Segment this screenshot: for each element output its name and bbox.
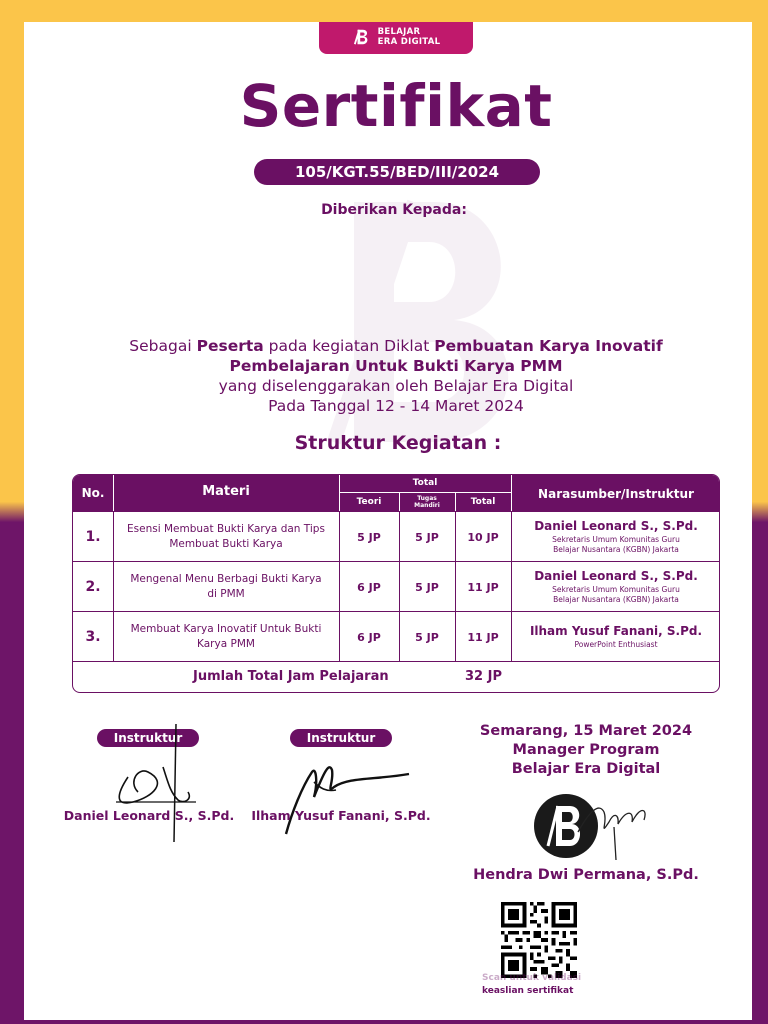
narasumber-role: Sekretaris Umum Komunitas Guru bbox=[552, 535, 680, 544]
manager-name: Hendra Dwi Permana, S.Pd. bbox=[473, 867, 699, 883]
row-divider bbox=[399, 512, 400, 562]
narasumber-name: Daniel Leonard S., S.Pd. bbox=[534, 519, 698, 533]
certificate-page bbox=[24, 22, 752, 1020]
organizer-line: yang diselenggarakan oleh Belajar Era Digital bbox=[218, 377, 574, 395]
narasumber-name: Ilham Yusuf Fanani, S.Pd. bbox=[529, 624, 703, 638]
qr-code[interactable] bbox=[500, 902, 578, 978]
place-date: Semarang, 15 Maret 2024 bbox=[479, 723, 693, 739]
certificate-number: 105/KGT.55/BED/III/2024 bbox=[254, 159, 540, 185]
activity-name-line1: Pembuatan Karya Inovatif bbox=[434, 337, 663, 355]
instructor2-signature bbox=[274, 742, 414, 842]
row-no: 3. bbox=[85, 629, 101, 645]
summary-row bbox=[73, 661, 720, 693]
narasumber-role: PowerPoint Enthusiast bbox=[574, 640, 658, 649]
header-tugas-mandiri: Tugas Mandiri bbox=[414, 495, 440, 509]
instructor1-name: Daniel Leonard S., S.Pd. bbox=[63, 808, 235, 823]
row-materi: Membuat Karya Inovatif Untuk Bukti Karya PMM bbox=[130, 623, 322, 650]
row-divider bbox=[455, 562, 456, 612]
header-materi: Materi bbox=[202, 484, 250, 499]
header-divider bbox=[339, 492, 511, 493]
narasumber-role: Sekretaris Umum Komunitas Guru bbox=[552, 585, 680, 594]
manager-org: Belajar Era Digital bbox=[511, 761, 661, 777]
row-materi: Esensi Membuat Bukti Karya dan Tips Membuat Bukti Karya bbox=[127, 523, 325, 550]
summary-label: Jumlah Total Jam Pelajaran bbox=[193, 669, 389, 684]
header-divider bbox=[455, 493, 456, 511]
summary-value: 32 JP bbox=[465, 669, 502, 684]
activity-name-line2: Pembelajaran Untuk Bukti Karya PMM bbox=[229, 357, 563, 375]
row-teori: 6 JP bbox=[357, 580, 381, 594]
manager-block bbox=[464, 722, 708, 779]
table-header bbox=[73, 475, 720, 511]
row-total: 11 JP bbox=[467, 630, 499, 644]
table-row bbox=[73, 511, 720, 562]
row-divider bbox=[511, 562, 512, 612]
row-total: 11 JP bbox=[467, 580, 499, 594]
row-divider bbox=[339, 562, 340, 612]
instructor1-signature bbox=[108, 722, 198, 847]
row-no: 1. bbox=[85, 529, 101, 545]
narasumber-role: Belajar Nusantara (KGBN) Jakarta bbox=[553, 545, 679, 554]
row-divider bbox=[511, 612, 512, 662]
row-divider bbox=[339, 612, 340, 662]
structure-title: Struktur Kegiatan : bbox=[294, 432, 502, 454]
row-teori: 6 JP bbox=[357, 630, 381, 644]
row-narasumber bbox=[511, 612, 720, 662]
header-no: No. bbox=[81, 486, 105, 500]
row-teori: 5 JP bbox=[357, 530, 381, 544]
participant-role: Peserta bbox=[196, 337, 264, 355]
date-line: Pada Tanggal 12 - 14 Maret 2024 bbox=[268, 397, 524, 415]
row-narasumber bbox=[511, 562, 720, 612]
brand-logo-icon bbox=[352, 27, 372, 47]
row-divider bbox=[339, 512, 340, 562]
header-divider bbox=[399, 493, 400, 511]
header-divider bbox=[113, 475, 114, 511]
manager-signature bbox=[574, 792, 654, 862]
row-divider bbox=[113, 612, 114, 662]
instructor2-name: Ilham Yusuf Fanani, S.Pd. bbox=[251, 808, 431, 823]
certificate-title: Sertifikat bbox=[239, 72, 553, 140]
row-divider bbox=[455, 512, 456, 562]
table-row bbox=[73, 611, 720, 662]
row-divider bbox=[399, 562, 400, 612]
header-divider bbox=[339, 475, 340, 511]
row-tugas: 5 JP bbox=[415, 530, 439, 544]
brand-logo-text: BELAJAR ERA DIGITAL bbox=[377, 27, 441, 47]
row-divider bbox=[455, 612, 456, 662]
header-total-group: Total bbox=[412, 478, 438, 488]
row-materi: Mengenal Menu Berbagi Bukti Karya di PMM bbox=[130, 573, 322, 600]
row-divider bbox=[113, 562, 114, 612]
row-total: 10 JP bbox=[467, 530, 499, 544]
header-narasumber: Narasumber/Instruktur bbox=[538, 487, 694, 501]
activity-table bbox=[72, 474, 720, 693]
row-narasumber bbox=[511, 512, 720, 562]
manager-title: Manager Program bbox=[512, 742, 660, 758]
instructor2-role-badge: Instruktur bbox=[290, 729, 392, 747]
row-tugas: 5 JP bbox=[415, 630, 439, 644]
certificate-description: Sebagai Peserta pada kegiatan Diklat Pembuatan Karya Inovatif Pembelajaran Untuk Bukti Karya PMM yang diselenggarakan oleh Belajar Era Digital Pada Tanggal 12 - 14 Maret 2024 bbox=[129, 337, 663, 415]
header-teori: Teori bbox=[356, 497, 382, 507]
table-row bbox=[73, 561, 720, 612]
given-to-label: Diberikan Kepada: bbox=[321, 202, 467, 218]
narasumber-role: Belajar Nusantara (KGBN) Jakarta bbox=[553, 595, 679, 604]
header-divider bbox=[511, 475, 512, 511]
header-total: Total bbox=[470, 497, 496, 507]
row-divider bbox=[511, 512, 512, 562]
qr-caption: Scan untuk validasi keaslian sertifikat bbox=[482, 973, 582, 996]
row-no: 2. bbox=[85, 579, 101, 595]
narasumber-name: Daniel Leonard S., S.Pd. bbox=[534, 569, 698, 583]
instructor1-role-badge: Instruktur bbox=[97, 729, 199, 747]
row-tugas: 5 JP bbox=[415, 580, 439, 594]
brand-logo bbox=[319, 22, 473, 54]
row-divider bbox=[113, 512, 114, 562]
row-divider bbox=[399, 612, 400, 662]
